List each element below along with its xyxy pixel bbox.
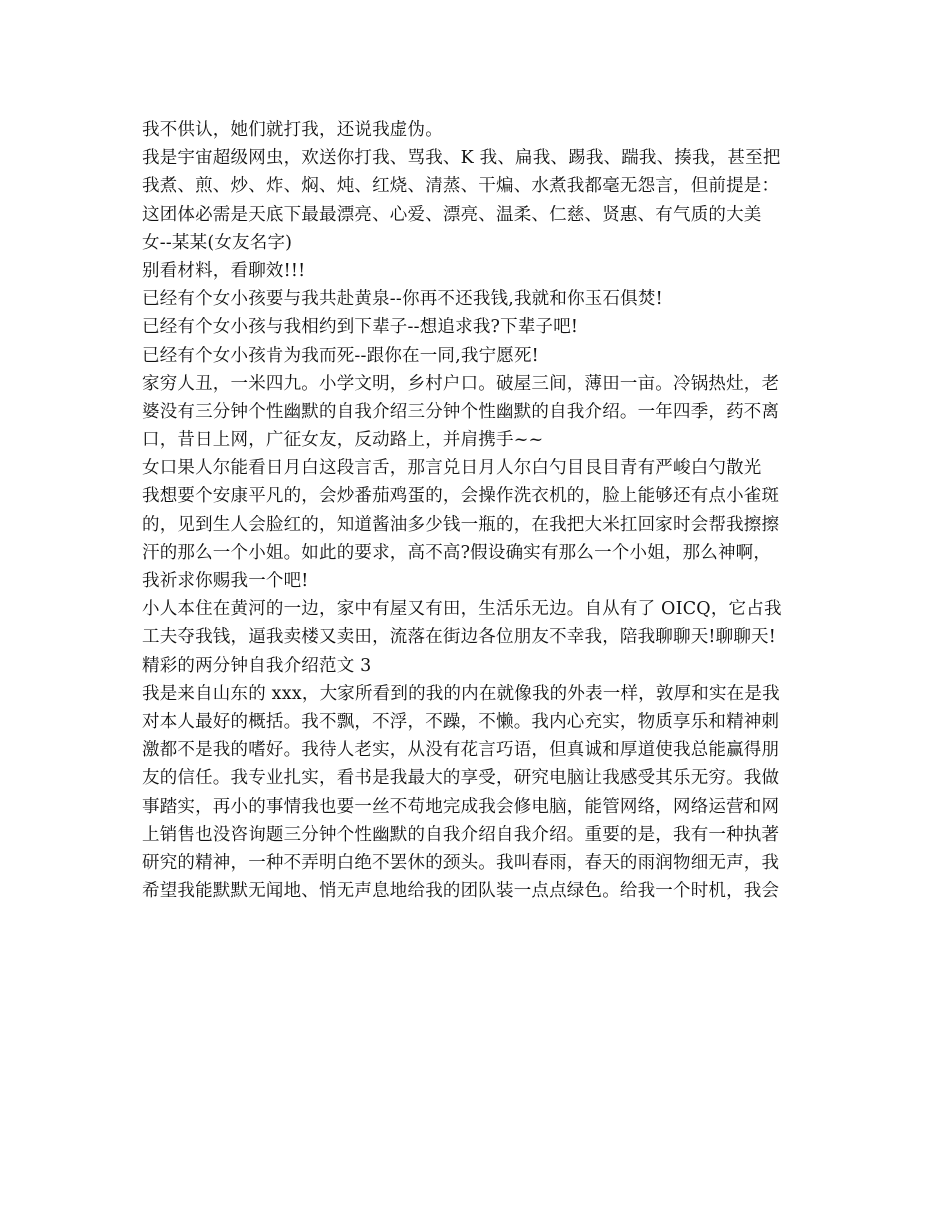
document-body: [142, 116, 822, 905]
text-line: 上销售也没咨询题三分钟个性幽默的自我介绍自我介绍。重要的是，我有一种执著: [142, 824, 780, 845]
text-line: 女口果人尔能看日月白这段言舌，那言兑日月人尔白勺目艮目青有严峻白勺散光: [142, 458, 762, 479]
text-line: 这团体必需是天底下最最漂亮、心爱、漂亮、温柔、仁慈、贤惠、有气质的大美: [142, 204, 762, 225]
text-line: 我煮、煎、炒、炸、焖、炖、红烧、清蒸、干煸、水煮我都毫无怨言，但前提是：: [142, 176, 780, 197]
text-line: 已经有个女小孩要与我共赴黄泉--你再不还我钱,我就和你玉石俱焚!: [142, 289, 663, 310]
text-line: 激都不是我的嗜好。我待人老实，从没有花言巧语，但真诚和厚道使我总能赢得朋: [142, 740, 780, 761]
text-line: 婆没有三分钟个性幽默的自我介绍三分钟个性幽默的自我介绍。一年四季，药不离: [142, 401, 780, 422]
text-line: 家穷人丑，一米四九。小学文明，乡村户口。破屋三间，薄田一亩。冷锅热灶，老: [142, 373, 780, 394]
text-line: 我不供认，她们就打我，还说我虚伪。: [142, 120, 443, 140]
text-line: 女--某某(女友名字): [142, 232, 293, 253]
text-line: 口，昔日上网，广征女友，反动路上，并肩携手~~: [142, 430, 544, 451]
text-line: 希望我能默默无闻地、悄无声息地给我的团队装一点点绿色。给我一个时机，我会: [142, 881, 780, 902]
text-line: 我是来自山东的 xxx，大家所看到的我的内在就像我的外表一样，敦厚和实在是我: [142, 683, 780, 704]
text-line: 我是宇宙超级网虫，欢送你打我、骂我、K 我、扁我、踢我、踹我、揍我，甚至把: [142, 148, 781, 169]
text-line: 已经有个女小孩肯为我而死--跟你在一同,我宁愿死!: [142, 345, 539, 366]
text-line: 汗的那么一个小姐。如此的要求，高不高?假设确实有那么一个小姐，那么神啊，: [142, 542, 772, 563]
text-line: 的，见到生人会脸红的，知道酱油多少钱一瓶的，在我把大米扛回家时会帮我擦擦: [142, 514, 780, 535]
text-line: 别看材料，看聊效!!!: [142, 260, 306, 281]
text-line: 已经有个女小孩与我相约到下辈子--想追求我?下辈子吧!: [142, 317, 579, 338]
text-line: 友的信任。我专业扎实，看书是我最大的享受，研究电脑让我感受其乐无穷。我做: [142, 768, 780, 789]
text-line: 我想要个安康平凡的，会炒番茄鸡蛋的，会操作洗衣机的，脸上能够还有点小雀斑: [142, 486, 780, 507]
section-heading: 精彩的两分钟自我介绍范文 3: [142, 655, 372, 676]
text-line: 我祈求你赐我一个吧!: [142, 571, 309, 591]
text-line: 小人本住在黄河的一边，家中有屋又有田，生活乐无边。自从有了 OICQ，它占我: [142, 599, 782, 620]
text-line: 事踏实，再小的事情我也要一丝不苟地完成我会修电脑，能管网络，网络运营和网: [142, 796, 780, 817]
text-line: 研究的精神，一种不弄明白绝不罢休的颈头。我叫春雨，春天的雨润物细无声，我: [142, 852, 780, 873]
text-line: 工夫夺我钱，逼我卖楼又卖田，流落在街边各位朋友不幸我，陪我聊聊天!聊聊天!: [142, 627, 776, 648]
text-line: 对本人最好的概括。我不飘，不浮，不躁，不懒。我内心充实，物质享乐和精神刺: [142, 711, 780, 732]
